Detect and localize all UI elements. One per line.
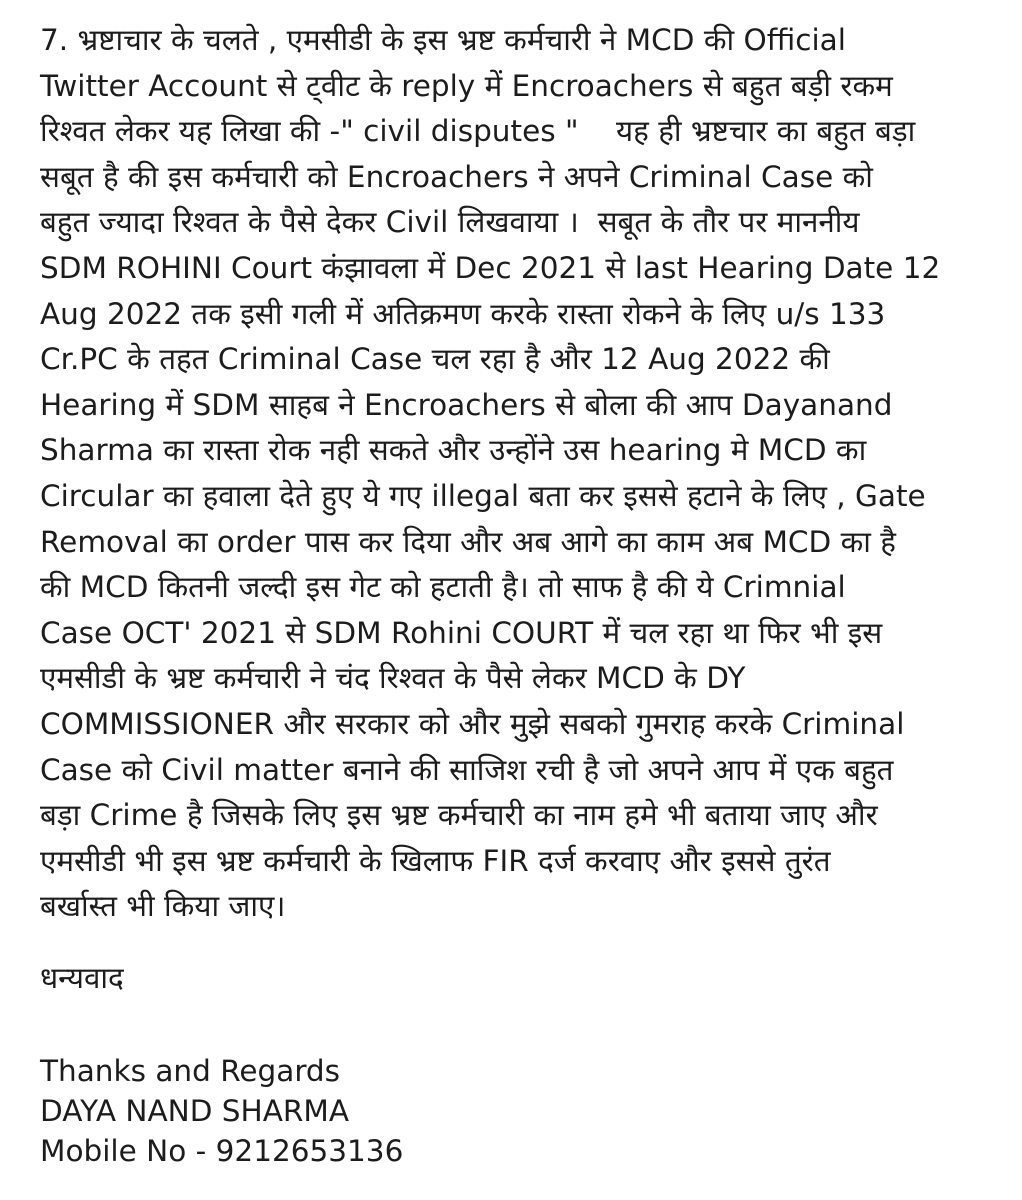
paragraph-line: एमसीडी भी इस भ्रष्ट कर्मचारी के खिलाफ FIR दर्ज करवाए और इससे तुरंत (40, 843, 831, 878)
paragraph-line: बर्खास्त भी किया जाए। (40, 889, 286, 924)
paragraph-line: सबूत है की इस कर्मचारी को Encroachers ने अपने Criminal Case को (40, 159, 873, 194)
paragraph-line: COMMISSIONER और सरकार को और मुझे सबको गुमराह करके Criminal (40, 706, 905, 741)
mobile-number: Mobile No - 9212653136 (40, 1134, 404, 1168)
paragraph-line: Cr.PC के तहत Criminal Case चल रहा है और 12 Aug 2022 की (40, 342, 830, 377)
paragraph-line: Case OCT' 2021 से SDM Rohini COURT में चल रहा था फिर भी इस (40, 615, 883, 650)
paragraph-line: SDM ROHINI Court कंझावला में Dec 2021 से last Hearing Date 12 (40, 250, 941, 285)
closing-text: Thanks and Regards (40, 1054, 341, 1088)
paragraph-line: Hearing में SDM साहब ने Encroachers से बोला की आप Dayanand (40, 387, 893, 422)
signature-block (40, 1051, 1002, 1171)
complaint-paragraph (40, 18, 1002, 930)
paragraph-line: बड़ा Crime है जिसके लिए इस भ्रष्ट कर्मचारी का नाम हमे भी बताया जाए और (40, 798, 878, 833)
thanks-hindi-text: धन्यवाद (40, 961, 124, 995)
paragraph-line: एमसीडी के भ्रष्ट कर्मचारी ने चंद रिश्वत के पैसे लेकर MCD के DY (40, 661, 746, 696)
paragraph-line: Aug 2022 तक इसी गली में अतिक्रमण करके रास्ता रोकने के लिए u/s 133 (40, 296, 886, 331)
paragraph-line: बहुत ज्यादा रिश्वत के पैसे देकर Civil लिखवाया । सबूत के तौर पर माननीय (40, 205, 860, 240)
paragraph-line: Circular का हवाला देते हुए ये गए illegal बता कर इससे हटाने के लिए , Gate (40, 478, 926, 513)
paragraph-line: की MCD कितनी जल्दी इस गेट को हटाती है। तो साफ है की ये Crimnial (40, 570, 846, 605)
paragraph-line: Removal का order पास कर दिया और अब आगे का काम अब MCD का है (40, 524, 896, 559)
paragraph-line: Sharma का रास्ता रोक नही सकते और उन्होंने उस hearing मे MCD का (40, 433, 867, 468)
paragraph-line: 7. भ्रष्टाचार के चलते , एमसीडी के इस भ्रष्ट कर्मचारी ने MCD की Official (40, 23, 846, 57)
thanks-hindi-block (40, 958, 1002, 998)
paragraph-line: Case को Civil matter बनाने की साजिश रची है जो अपने आप में एक बहुत (40, 752, 894, 787)
signer-name: DAYA NAND SHARMA (40, 1094, 350, 1128)
paragraph-line: Twitter Account से ट्वीट के reply में Encroachers से बहुत बड़ी रकम (40, 68, 893, 103)
paragraph-line: रिश्वत लेकर यह लिखा की -" civil disputes " यह ही भ्रष्टचार का बहुत बड़ा (40, 114, 916, 149)
